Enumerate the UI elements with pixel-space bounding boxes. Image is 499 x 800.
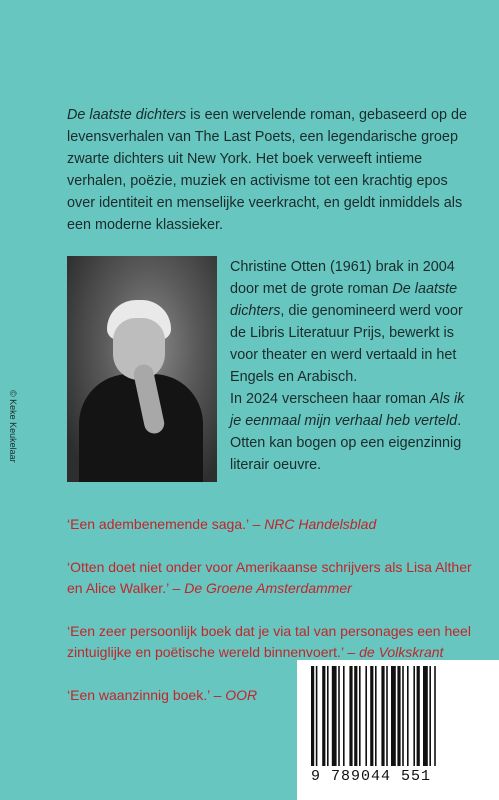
barcode-bar bbox=[407, 666, 409, 766]
barcode-bar bbox=[417, 666, 420, 766]
bio-title2: Als ik je eenmaal mijn verhaal heb verteld bbox=[230, 391, 465, 429]
barcode-bar bbox=[311, 666, 314, 766]
quote-text: ‘Otten doet niet onder voor Amerikaanse schrijvers als Lisa Alther en Alice Walker.’ – bbox=[67, 559, 472, 596]
photo-credit: © Keke Keukelaar bbox=[8, 390, 18, 463]
bio-part2: , die genomineerd werd voor de Libris Literatuur Prijs, bewerkt is voor theater en werd vertaald in het Engels en Arabisch. bbox=[230, 303, 463, 385]
barcode-bar bbox=[349, 666, 352, 766]
quote-text: ‘Een waanzinnig boek.’ – bbox=[67, 687, 226, 703]
review-quote bbox=[67, 514, 477, 535]
blurb-title: De laatste dichters bbox=[67, 107, 187, 123]
barcode-bar bbox=[429, 666, 431, 766]
barcode-bar bbox=[343, 666, 345, 766]
quote-text: ‘Een adembenemende saga.’ – bbox=[67, 516, 265, 532]
barcode-bar bbox=[316, 666, 318, 766]
quote-source: OOR bbox=[225, 687, 258, 703]
quote-text: ‘Een zeer persoonlijk boek dat je via tal van personages een heel zintuiglijke en poëtische wereld binnenvoert.’ – bbox=[67, 623, 471, 660]
author-photo bbox=[67, 256, 217, 482]
review-quote bbox=[67, 557, 477, 599]
author-bio bbox=[230, 256, 478, 476]
barcode-bars bbox=[311, 666, 499, 766]
barcode-bar bbox=[370, 666, 373, 766]
quote-source: NRC Handelsblad bbox=[264, 516, 377, 532]
bio-part4: . Otten kan bogen op een eigenzinnig literair oeuvre. bbox=[230, 413, 462, 473]
bio-title1: De laatste dichters bbox=[230, 281, 458, 319]
quote-source: de Volkskrant bbox=[359, 644, 444, 660]
barcode-bar bbox=[322, 666, 325, 766]
isbn-barcode bbox=[297, 660, 499, 800]
bio-part1: Christine Otten (1961) brak in 2004 door met de grote roman bbox=[230, 259, 455, 297]
barcode-bar bbox=[423, 666, 428, 766]
bio-part3: In 2024 verscheen haar roman bbox=[230, 391, 430, 407]
blurb bbox=[67, 104, 467, 236]
barcode-bar bbox=[402, 666, 404, 766]
barcode-bar bbox=[381, 666, 384, 766]
barcode-bar bbox=[365, 666, 367, 766]
barcode-bar bbox=[359, 666, 361, 766]
barcode-bar bbox=[327, 666, 329, 766]
barcode-bar bbox=[397, 666, 400, 766]
isbn-digits: 9 789044 551 bbox=[311, 768, 432, 785]
barcode-bar bbox=[434, 666, 436, 766]
blurb-text: is een wervelende roman, gebaseerd op de levensverhalen van The Last Poets, een legendarische groep zwarte dichters uit New York. Het boek verweeft intieme verhalen, poëzie, muziek en activisme tot een krachtig epos over identiteit en menselijke veerkracht, en geldt inmiddels als een moderne klassieker. bbox=[67, 107, 467, 233]
barcode-bar bbox=[338, 666, 340, 766]
barcode-bar bbox=[375, 666, 377, 766]
barcode-bar bbox=[332, 666, 337, 766]
barcode-bar bbox=[386, 666, 388, 766]
barcode-bar bbox=[391, 666, 396, 766]
review-quote bbox=[67, 621, 477, 663]
barcode-bar bbox=[413, 666, 415, 766]
quote-source: De Groene Amsterdammer bbox=[184, 580, 352, 596]
barcode-bar bbox=[354, 666, 357, 766]
